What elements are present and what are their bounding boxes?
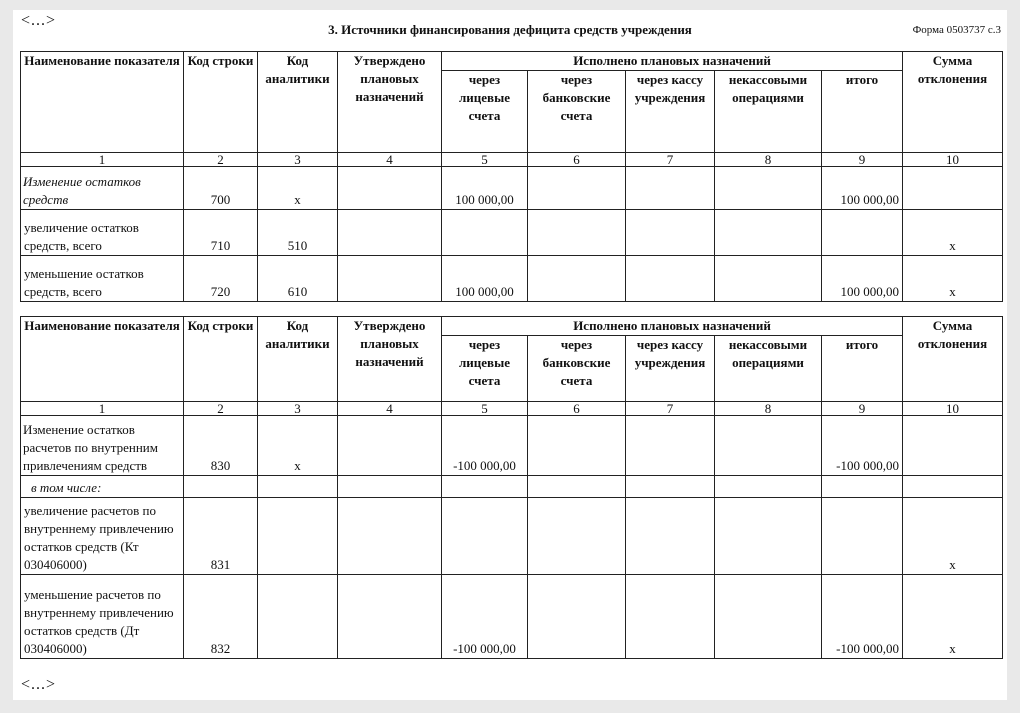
cell-total: 100 000,00 <box>822 256 903 302</box>
col-number: 8 <box>715 153 822 167</box>
header-code-row: Код строки <box>184 317 258 402</box>
table-row <box>21 416 1003 476</box>
col-number: 4 <box>338 153 442 167</box>
col-number: 6 <box>528 153 626 167</box>
header-code-analytics: Код аналитики <box>258 52 338 153</box>
cell-deviation: x <box>903 256 1003 302</box>
table-balances <box>20 51 1003 302</box>
header-through-personal: через лицевые счета <box>442 336 528 402</box>
col-number: 9 <box>822 402 903 416</box>
table-row <box>21 498 1003 575</box>
header-name: Наименование показателя <box>21 317 184 402</box>
cell-through-cash <box>626 498 715 575</box>
cell-approved <box>338 498 442 575</box>
table-row <box>21 476 1003 498</box>
table-row <box>21 256 1003 302</box>
row-code <box>184 476 258 498</box>
header-deviation: Сумма отклонения <box>903 52 1003 153</box>
cell-through-cash <box>626 256 715 302</box>
header-through-bank: через банковские счета <box>528 336 626 402</box>
row-name: увеличение остатков средств, всего <box>21 210 184 256</box>
row-analytics: 510 <box>258 210 338 256</box>
col-number: 10 <box>903 402 1003 416</box>
column-numbers <box>21 402 1003 416</box>
row-name: в том числе: <box>21 476 184 498</box>
row-name: уменьшение остатков средств, всего <box>21 256 184 302</box>
row-code: 700 <box>184 167 258 210</box>
cell-through-personal <box>442 210 528 256</box>
cell-approved <box>338 167 442 210</box>
row-analytics <box>258 476 338 498</box>
cell-through-personal: -100 000,00 <box>442 575 528 659</box>
cell-through-personal: 100 000,00 <box>442 167 528 210</box>
cell-through-cash <box>626 416 715 476</box>
row-analytics <box>258 575 338 659</box>
col-number: 10 <box>903 153 1003 167</box>
col-number: 2 <box>184 402 258 416</box>
ellipsis-bottom: <...> <box>21 676 57 693</box>
cell-total <box>822 498 903 575</box>
page-title: 3. Источники финансирования дефицита средств учреждения <box>328 22 692 37</box>
header-through-cash: через кассу учреждения <box>626 336 715 402</box>
row-name: Изменение остатков средств <box>21 167 184 210</box>
row-analytics: 610 <box>258 256 338 302</box>
header-executed: Исполнено плановых назначений <box>442 52 903 71</box>
table-row <box>21 167 1003 210</box>
cell-through-cash <box>626 210 715 256</box>
row-analytics: x <box>258 167 338 210</box>
cell-non-cash <box>715 498 822 575</box>
form-code: Форма 0503737 с.3 <box>912 24 1001 36</box>
col-number: 4 <box>338 402 442 416</box>
cell-through-personal <box>442 476 528 498</box>
cell-through-personal: -100 000,00 <box>442 416 528 476</box>
header-through-cash: через кассу учреждения <box>626 71 715 153</box>
header-code-row: Код строки <box>184 52 258 153</box>
cell-through-bank <box>528 416 626 476</box>
cell-total: -100 000,00 <box>822 575 903 659</box>
col-number: 5 <box>442 402 528 416</box>
cell-deviation <box>903 476 1003 498</box>
col-number: 2 <box>184 153 258 167</box>
cell-through-bank <box>528 575 626 659</box>
col-number: 7 <box>626 402 715 416</box>
header-name: Наименование показателя <box>21 52 184 153</box>
cell-through-cash <box>626 476 715 498</box>
cell-through-bank <box>528 210 626 256</box>
cell-non-cash <box>715 167 822 210</box>
cell-approved <box>338 476 442 498</box>
cell-deviation: x <box>903 498 1003 575</box>
header-through-bank: через банковские счета <box>528 71 626 153</box>
cell-total <box>822 210 903 256</box>
cell-through-personal: 100 000,00 <box>442 256 528 302</box>
cell-approved <box>338 210 442 256</box>
cell-total: 100 000,00 <box>822 167 903 210</box>
cell-deviation <box>903 167 1003 210</box>
column-numbers <box>21 153 1003 167</box>
row-code: 832 <box>184 575 258 659</box>
header-non-cash: некассовыми операциями <box>715 71 822 153</box>
cell-deviation: x <box>903 210 1003 256</box>
header-non-cash: некассовыми операциями <box>715 336 822 402</box>
cell-non-cash <box>715 575 822 659</box>
row-code: 720 <box>184 256 258 302</box>
col-number: 1 <box>21 402 184 416</box>
row-code: 830 <box>184 416 258 476</box>
col-number: 9 <box>822 153 903 167</box>
cell-through-cash <box>626 575 715 659</box>
row-name: уменьшение расчетов по внутреннему привлечению остатков средств (Дт 030406000) <box>21 575 184 659</box>
cell-through-bank <box>528 167 626 210</box>
cell-approved <box>338 256 442 302</box>
col-number: 5 <box>442 153 528 167</box>
row-analytics <box>258 498 338 575</box>
form-sheet <box>13 10 1007 700</box>
cell-non-cash <box>715 476 822 498</box>
header-executed: Исполнено плановых назначений <box>442 317 903 336</box>
header-approved: Утверждено плановых назначений <box>338 317 442 402</box>
cell-non-cash <box>715 210 822 256</box>
table-row <box>21 575 1003 659</box>
cell-through-bank <box>528 256 626 302</box>
col-number: 3 <box>258 402 338 416</box>
header-total: итого <box>822 71 903 153</box>
header-through-personal: через лицевые счета <box>442 71 528 153</box>
col-number: 1 <box>21 153 184 167</box>
cell-total <box>822 476 903 498</box>
header-approved: Утверждено плановых назначений <box>338 52 442 153</box>
col-number: 3 <box>258 153 338 167</box>
col-number: 6 <box>528 402 626 416</box>
table-row <box>21 210 1003 256</box>
header-code-analytics: Код аналитики <box>258 317 338 402</box>
cell-deviation <box>903 416 1003 476</box>
col-number: 7 <box>626 153 715 167</box>
cell-through-bank <box>528 498 626 575</box>
table-internal-borrowings <box>20 316 1003 659</box>
cell-non-cash <box>715 256 822 302</box>
cell-through-personal <box>442 498 528 575</box>
header-deviation: Сумма отклонения <box>903 317 1003 402</box>
cell-non-cash <box>715 416 822 476</box>
row-code: 831 <box>184 498 258 575</box>
cell-through-cash <box>626 167 715 210</box>
ellipsis-top: <...> <box>21 12 57 29</box>
header-total: итого <box>822 336 903 402</box>
row-analytics: x <box>258 416 338 476</box>
cell-approved <box>338 416 442 476</box>
row-name: Изменение остатков расчетов по внутренним привлечениям средств <box>21 416 184 476</box>
cell-through-bank <box>528 476 626 498</box>
cell-approved <box>338 575 442 659</box>
col-number: 8 <box>715 402 822 416</box>
cell-deviation: x <box>903 575 1003 659</box>
cell-total: -100 000,00 <box>822 416 903 476</box>
row-name: увеличение расчетов по внутреннему привлечению остатков средств (Кт 030406000) <box>21 498 184 575</box>
row-code: 710 <box>184 210 258 256</box>
